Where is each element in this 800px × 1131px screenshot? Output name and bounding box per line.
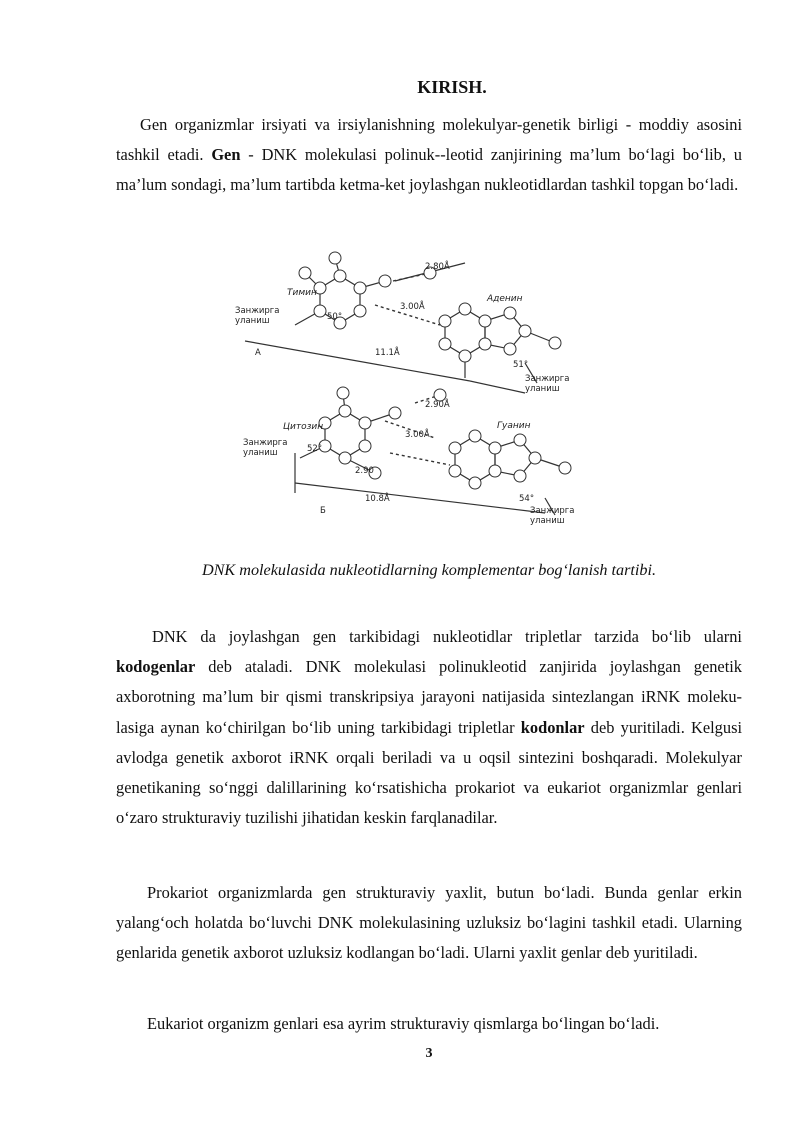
- bond-label-top-left: Занжирга уланиш: [235, 306, 280, 326]
- term-kodonlar: kodonlar: [520, 717, 585, 737]
- guanine-ring-six: [455, 436, 495, 483]
- distance-bottom-1: 2.90Å: [425, 400, 450, 410]
- distance-top-1: 2.80Å: [425, 262, 450, 272]
- distance-bottom-long: 10.8Å: [365, 494, 390, 504]
- term-gen: Gen: [211, 145, 241, 165]
- paragraph-2-text-a: DNK da joylashgan gen tarkibidagi nukleotidlar tripletlar tarzida bo‘lib ularni: [152, 627, 742, 646]
- paragraph-2: [116, 622, 742, 833]
- term-kodogenlar: kodogenlar: [116, 657, 196, 677]
- paragraph-4: [116, 1009, 742, 1039]
- distance-top-long: 11.1Å: [375, 348, 400, 358]
- paragraph-1-text-b: - DNK molekulasi polinuk--leotid zanjirining ma’lum bo‘lagi bo‘lib, u ma’lum sondagi, ma’lum tartibda ketma-ket joylashgan nukleotidlardan tashkil topgan bo‘ladi.: [116, 145, 742, 195]
- paragraph-2-text-c: deb yuritiladi. Kelgusi avlodga genetik axborot iRNK orqali beriladi va u oqsil sintezini boshqaradi. Molekulyar genetikaning so‘nggi dalillarining ko‘rsatishicha prokariot va eukariot organizmlar genlari o‘zaro strukturaviy tuzilishi jihatidan keskin farqlanadilar.: [116, 717, 743, 828]
- page-number: 3: [425, 1046, 433, 1061]
- dna-base-pairing-figure: [225, 243, 625, 533]
- angle-bottom-left: 52°: [307, 444, 323, 454]
- angle-top-left: 50°: [327, 312, 343, 322]
- label-adenine: Аденин: [487, 294, 523, 304]
- bond-label-top-right: Занжирга уланиш: [525, 374, 570, 394]
- section-heading: KIRISH.: [417, 77, 487, 97]
- paragraph-4-text: Eukariot organizm genlari esa ayrim strukturaviy qismlarga bo‘lingan bo‘ladi.: [147, 1014, 660, 1033]
- paragraph-1: [116, 110, 742, 201]
- paragraph-3: [116, 878, 742, 969]
- paragraph-2-text-b: deb ataladi. DNK molekulasi polinukleotid zanjirida joylashgan genetik axborotning ma’lum bir qismi transkripsiya jarayoni natijasida sintezlangan iRNK moleku- lasiga aynan ko‘chirilgan bo‘lib uning tarkibidagi tripletlar: [116, 657, 742, 737]
- panel-label-b: Б: [320, 506, 326, 516]
- panel-label-a: А: [255, 348, 261, 358]
- adenine-ring-six: [445, 309, 485, 356]
- label-thymine: Тимин: [287, 288, 317, 298]
- paragraph-3-text: Prokariot organizmlarda gen strukturaviy yaxlit, butun bo‘ladi. Bunda genlar erkin yalang‘och holatda bo‘luvchi DNK molekulasining uzluksiz bo‘lagini tashkil etadi. Ularning genlarida genetik axborot uzluksiz kodlangan bo‘ladi. Ularni yaxlit genlar deb yuritiladi.: [116, 883, 742, 963]
- label-cytosine: Цитозин: [283, 422, 324, 432]
- bond-label-bottom-left: Занжирга уланиш: [243, 438, 288, 458]
- distance-bottom-3: 2.90: [355, 466, 374, 476]
- distance-top-2: 3.00Å: [400, 302, 425, 312]
- angle-bottom-right: 54°: [519, 494, 535, 504]
- angle-top-right: 51°: [513, 360, 529, 370]
- base-pairing-diagram: [225, 243, 625, 533]
- figure-caption: DNK molekulasida nukleotidlarning komplementar bog‘lanish tartibi.: [201, 561, 657, 579]
- label-guanine: Гуанин: [497, 421, 531, 431]
- paragraph-1-text-a: Gen organizmlar irsiyati va irsiylanishning molekulyar-genetik birligi - moddiy asosini tashkil etadi.: [116, 115, 742, 165]
- distance-bottom-2: 3.00Å: [405, 430, 430, 440]
- bond-label-bottom-right: Занжирга уланиш: [530, 506, 575, 526]
- cytosine-ring: [325, 411, 365, 458]
